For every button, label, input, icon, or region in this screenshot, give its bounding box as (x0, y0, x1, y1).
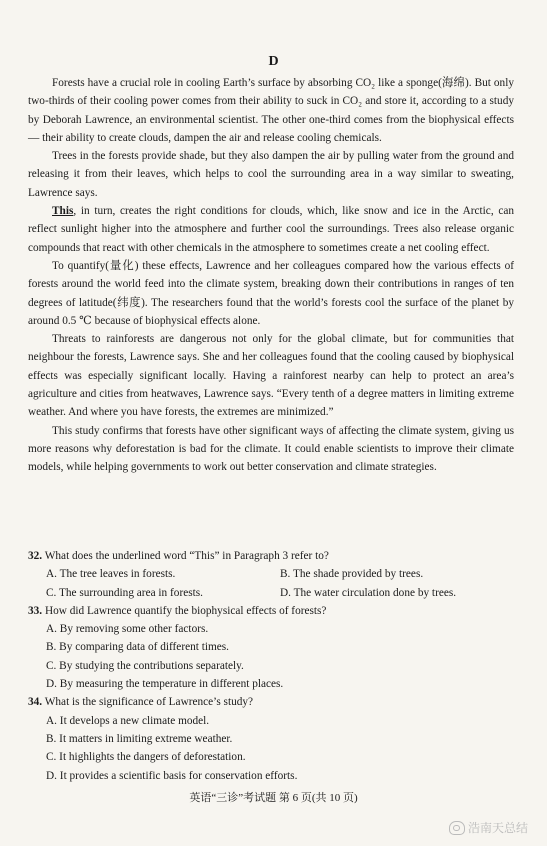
option-a: A. By removing some other factors. (46, 623, 209, 636)
page-footer: 英语“三诊”考试题 第 6 页(共 10 页) (189, 792, 358, 804)
option-d: D. It provides a scientific basis for conservation efforts. (46, 769, 298, 782)
section-title: D (268, 54, 279, 69)
underlined-word: This (52, 205, 74, 218)
options-33 (28, 620, 514, 693)
paragraph-3 (28, 202, 514, 257)
question-list (28, 547, 514, 785)
option-b: B. By comparing data of different times. (46, 641, 230, 654)
question-stem: How did Lawrence quantify the biophysical effects of forests? (44, 604, 327, 617)
option-c: C. The surrounding area in forests. (46, 586, 203, 599)
weibo-icon (449, 821, 465, 835)
paragraph-3-text: , in turn, creates the right conditions for clouds, which, like snow and ice in the Arctic, can reflect sunlight higher into the atmosphere and further cool the surroundings. Trees also release organic compounds that react with other chemicals in the atmosphere to sometimes create a net cooling effect. (28, 205, 514, 254)
question-number: 34. (28, 696, 43, 709)
option-c: C. It highlights the dangers of deforestation. (46, 751, 246, 764)
paragraph-5: Threats to rainforests are dangerous not only for the global climate, but for communities that neighbour the forests, Lawrence says. She and her colleagues found that the cooling caused by biophysical effects was especially significant locally. Having a rainforest nearby can help to protect an area’s agriculture and cities from heatwaves, Lawrence says. “Every tenth of a degree matters in limiting extreme weather. And where you have forests, the extremes are minimized.” (28, 333, 514, 419)
options-34 (28, 712, 514, 785)
question-33 (28, 602, 514, 620)
question-stem: What does the underlined word “This” in Paragraph 3 refer to? (44, 550, 329, 562)
option-a: A. It develops a new climate model. (46, 714, 210, 727)
option-a: A. The tree leaves in forests. (46, 568, 176, 581)
option-b: B. It matters in limiting extreme weather. (46, 732, 233, 745)
paragraph-6: This study confirms that forests have other significant ways of affecting the climate system, giving us more reasons why deforestation is bad for the climate. It could enable scientists to improve their climate models, while helping governments to work out better conservation and climate strategies. (28, 424, 514, 474)
option-b: B. The shade provided by trees. (280, 568, 424, 581)
question-number: 33. (28, 604, 43, 617)
paragraph-4: To quantify(量化) these effects, Lawrence and her colleagues compared how the various effects of forests around the world feed into the climate system, breaking down their contributions in ranges of ten degrees of latitude(纬度). The researchers found that the world’s forests cool the surface of the planet by around 0.5 ℃ because of biophysical effects alone. (28, 259, 514, 327)
option-c: C. By studying the contributions separately. (46, 659, 244, 672)
reading-passage (28, 74, 514, 477)
watermark-text: 浩南天总结 (468, 821, 529, 835)
option-d: D. By measuring the temperature in different places. (46, 678, 284, 691)
question-34 (28, 693, 514, 711)
question-number: 32. (28, 550, 43, 562)
paragraph-2: Trees in the forests provide shade, but they also dampen the air by pulling water from the ground and releasing it from their leaves, which helps to cool the surrounding area in a way similar to sweating, Lawrence says. (28, 150, 514, 199)
options-32 (28, 565, 514, 602)
watermark (449, 819, 528, 836)
question-32 (28, 547, 514, 565)
paragraph-1: Forests have a crucial role in cooling Earth’s surface by absorbing CO₂ like a sponge(海绵). But only two-thirds of their cooling power comes from their ability to suck in CO₂ and store it, according to a study by Deborah Lawrence, an environmental scientist. The other one-third comes from the biophysical effects — their ability to create clouds, dampen the air and release cooling chemicals. (28, 77, 514, 144)
option-d: D. The water circulation done by trees. (280, 586, 457, 599)
question-stem: What is the significance of Lawrence’s study? (44, 696, 254, 709)
